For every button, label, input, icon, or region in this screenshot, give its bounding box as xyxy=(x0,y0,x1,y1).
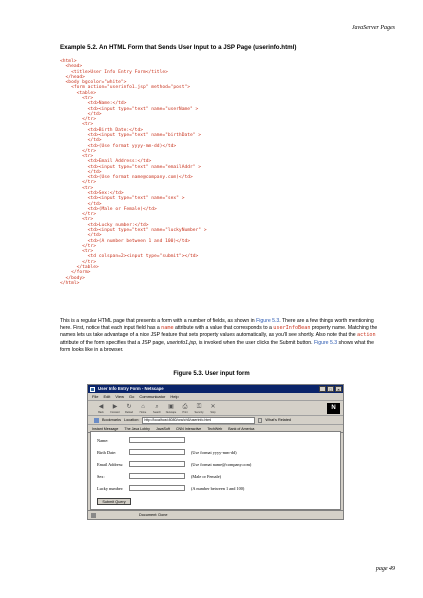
url-input[interactable]: http://localhost:8080/ora/ch5/userinfo.html xyxy=(142,417,255,424)
close-icon[interactable]: × xyxy=(335,386,342,392)
form-field-hint: (A number between 1 and 100) xyxy=(191,485,245,491)
home-button[interactable] xyxy=(138,403,148,414)
para-text-3: attribute with a value that corresponds to a xyxy=(173,325,274,332)
menu-file[interactable]: File xyxy=(92,394,99,399)
menu-edit[interactable]: Edit xyxy=(103,394,111,399)
personal-bar-link[interactable]: TechWeb xyxy=(207,426,223,431)
figure-link-1[interactable]: Figure 5.3 xyxy=(256,318,280,324)
status-bar xyxy=(88,510,343,519)
netscape-icon: ▣ xyxy=(168,403,174,410)
personal-bar-link[interactable]: Bank of America xyxy=(228,426,255,431)
form-row xyxy=(97,460,251,468)
personal-bar-link[interactable]: Instant Message xyxy=(92,426,119,431)
window-title: User Info Entry Form - Netscape xyxy=(98,386,164,391)
location-bar xyxy=(88,416,343,425)
url-dropdown-icon[interactable] xyxy=(258,418,262,423)
example-title: Example 5.2. An HTML Form that Sends User Input to a JSP Page (userinfo.html) xyxy=(60,44,297,51)
window-titlebar xyxy=(88,385,343,393)
toolbar-button-label: Stop xyxy=(210,410,216,414)
code-userinfobean: userInfoBean xyxy=(273,325,311,332)
form-field-label: Email Address: xyxy=(97,461,124,467)
toolbar-button-label: Home xyxy=(139,410,147,414)
toolbar-button-label: Security xyxy=(194,410,204,414)
print-button[interactable] xyxy=(180,403,190,414)
location-label: Location: xyxy=(124,418,140,422)
form-row xyxy=(97,436,191,444)
form-field-label: Lucky number: xyxy=(97,485,124,491)
form-text-input[interactable] xyxy=(129,485,185,491)
home-icon: ⌂ xyxy=(141,403,145,410)
maximize-icon[interactable]: □ xyxy=(327,386,334,392)
para-text-4: property name. Matching the names lets us take advantage of a nice JSP feature that sets property values automatically, as you'll see shortly. Also note that the xyxy=(60,325,378,339)
body-paragraph xyxy=(60,318,380,354)
toolbar-button-label: Search xyxy=(153,410,161,414)
toolbar-button-label: Print xyxy=(182,410,188,414)
form-text-input[interactable] xyxy=(129,437,185,443)
search-icon: ⌕ xyxy=(155,403,159,410)
netscape-button[interactable] xyxy=(166,403,176,414)
form-field-label: Birth Date: xyxy=(97,449,117,455)
search-button[interactable] xyxy=(152,403,162,414)
lock-icon: ⚿ xyxy=(196,403,202,410)
form-row xyxy=(97,472,221,480)
para-text-2: . There are a few things worth mentioning here. First, notice that each input field has a xyxy=(60,318,374,332)
form-field-label: Name: xyxy=(97,437,109,443)
form-field-hint: (Use format name@company.com) xyxy=(191,461,252,467)
form-text-input[interactable] xyxy=(129,449,185,455)
form-row xyxy=(97,484,244,492)
forward-button[interactable] xyxy=(110,403,120,414)
form-text-input[interactable] xyxy=(129,473,185,479)
code-action-attr: action xyxy=(357,332,376,339)
toolbar-button-label: Reload xyxy=(125,410,133,414)
jsp-filename: userinfo1.jsp xyxy=(166,339,196,346)
app-icon xyxy=(90,387,95,392)
menu-communicator[interactable]: Communicator xyxy=(139,394,166,399)
para-text-1: This is a regular HTML page that presents a form with a number of fields, as shown in xyxy=(60,318,257,324)
para-text-6: , is invoked when the user clicks the Submit button. xyxy=(195,339,314,346)
stop-icon: ✕ xyxy=(210,403,216,410)
status-text: Document: Done xyxy=(139,513,168,517)
para-text-5: attribute of the form specifies that a JSP page, xyxy=(60,339,167,346)
back-button[interactable] xyxy=(96,403,106,414)
window-controls xyxy=(319,386,342,392)
whats-related-button[interactable]: What's Related xyxy=(265,418,292,422)
page-number: page 49 xyxy=(375,566,395,572)
bookmarks-button[interactable]: Bookmarks xyxy=(102,418,121,422)
security-button[interactable] xyxy=(194,403,204,414)
reload-icon: ↻ xyxy=(126,403,132,410)
personal-bar-link[interactable]: The Java Lobby xyxy=(124,426,150,431)
code-name-attr: name xyxy=(161,325,174,332)
forward-arrow-icon: ▶ xyxy=(112,403,118,410)
personal-bar-link[interactable]: CNN Interactive xyxy=(175,426,202,431)
para-text-7: shows what the form looks like in a browser. xyxy=(60,339,374,353)
toolbar-button-label: Forward xyxy=(110,410,120,414)
menu-go[interactable]: Go xyxy=(128,394,135,399)
submit-query-button[interactable]: Submit Query xyxy=(97,498,131,505)
figure-title: Figure 5.3. User input form xyxy=(173,371,250,377)
menu-bar xyxy=(88,393,343,401)
menu-help[interactable]: Help xyxy=(170,394,179,399)
form-field-hint: (Use format yyyy-mm-dd) xyxy=(191,449,237,455)
form-field-label: Sex: xyxy=(97,473,105,479)
back-arrow-icon: ◀ xyxy=(98,403,104,410)
reload-button[interactable] xyxy=(124,403,134,414)
form-field-hint: (Male or Female) xyxy=(191,473,222,479)
menu-view[interactable]: View xyxy=(115,394,124,399)
bookmarks-icon xyxy=(94,418,99,423)
status-icon xyxy=(91,513,96,518)
browser-window-screenshot xyxy=(87,384,344,520)
figure-link-2[interactable]: Figure 5.3 xyxy=(313,339,338,346)
print-icon: ⎙ xyxy=(182,403,188,410)
form-text-input[interactable] xyxy=(129,461,185,467)
toolbar-button-label: Back xyxy=(98,410,104,414)
minimize-icon[interactable]: _ xyxy=(319,386,326,392)
page-content xyxy=(90,431,341,510)
netscape-logo: N xyxy=(327,403,340,414)
stop-button[interactable] xyxy=(208,403,218,414)
running-header: JavaServer Pages xyxy=(351,25,395,31)
code-listing: <html> <head> <title>User Info Entry Form</title> </head> <body bgcolor="white"> <form action="userinfo1.jsp" method="post"> <table> <tr> <td>Name:</td> <td><input type="text" name="userName" > </td> </tr> <tr> <td>Birth Date:</td> <td><input type="text" name="birthDate" > </td> <td>(Use format yyyy-mm-dd)</td> </tr> <tr> <td>Email Address:</td> <td><input type="text" name="emailAddr" > </td> <td>(Use format name@company.com)</td> </tr> <tr> <td>Sex:</td> <td><input type="text" name="sex" > </td> <td>(Male or Female)</td> </tr> <tr> <td>Lucky number:</td> <td><input type="text" name="luckyNumber" > </td> <td>(A number between 1 and 100)</td> </tr> <tr> <td colspan=2><input type="submit"></td> </tr> </table> </form> </body> </html> xyxy=(60,59,207,286)
toolbar-button-label: Netscape xyxy=(165,410,177,414)
navigation-toolbar xyxy=(88,401,343,416)
form-row xyxy=(97,448,237,456)
personal-bar-link[interactable]: JavaSoft xyxy=(155,426,170,431)
